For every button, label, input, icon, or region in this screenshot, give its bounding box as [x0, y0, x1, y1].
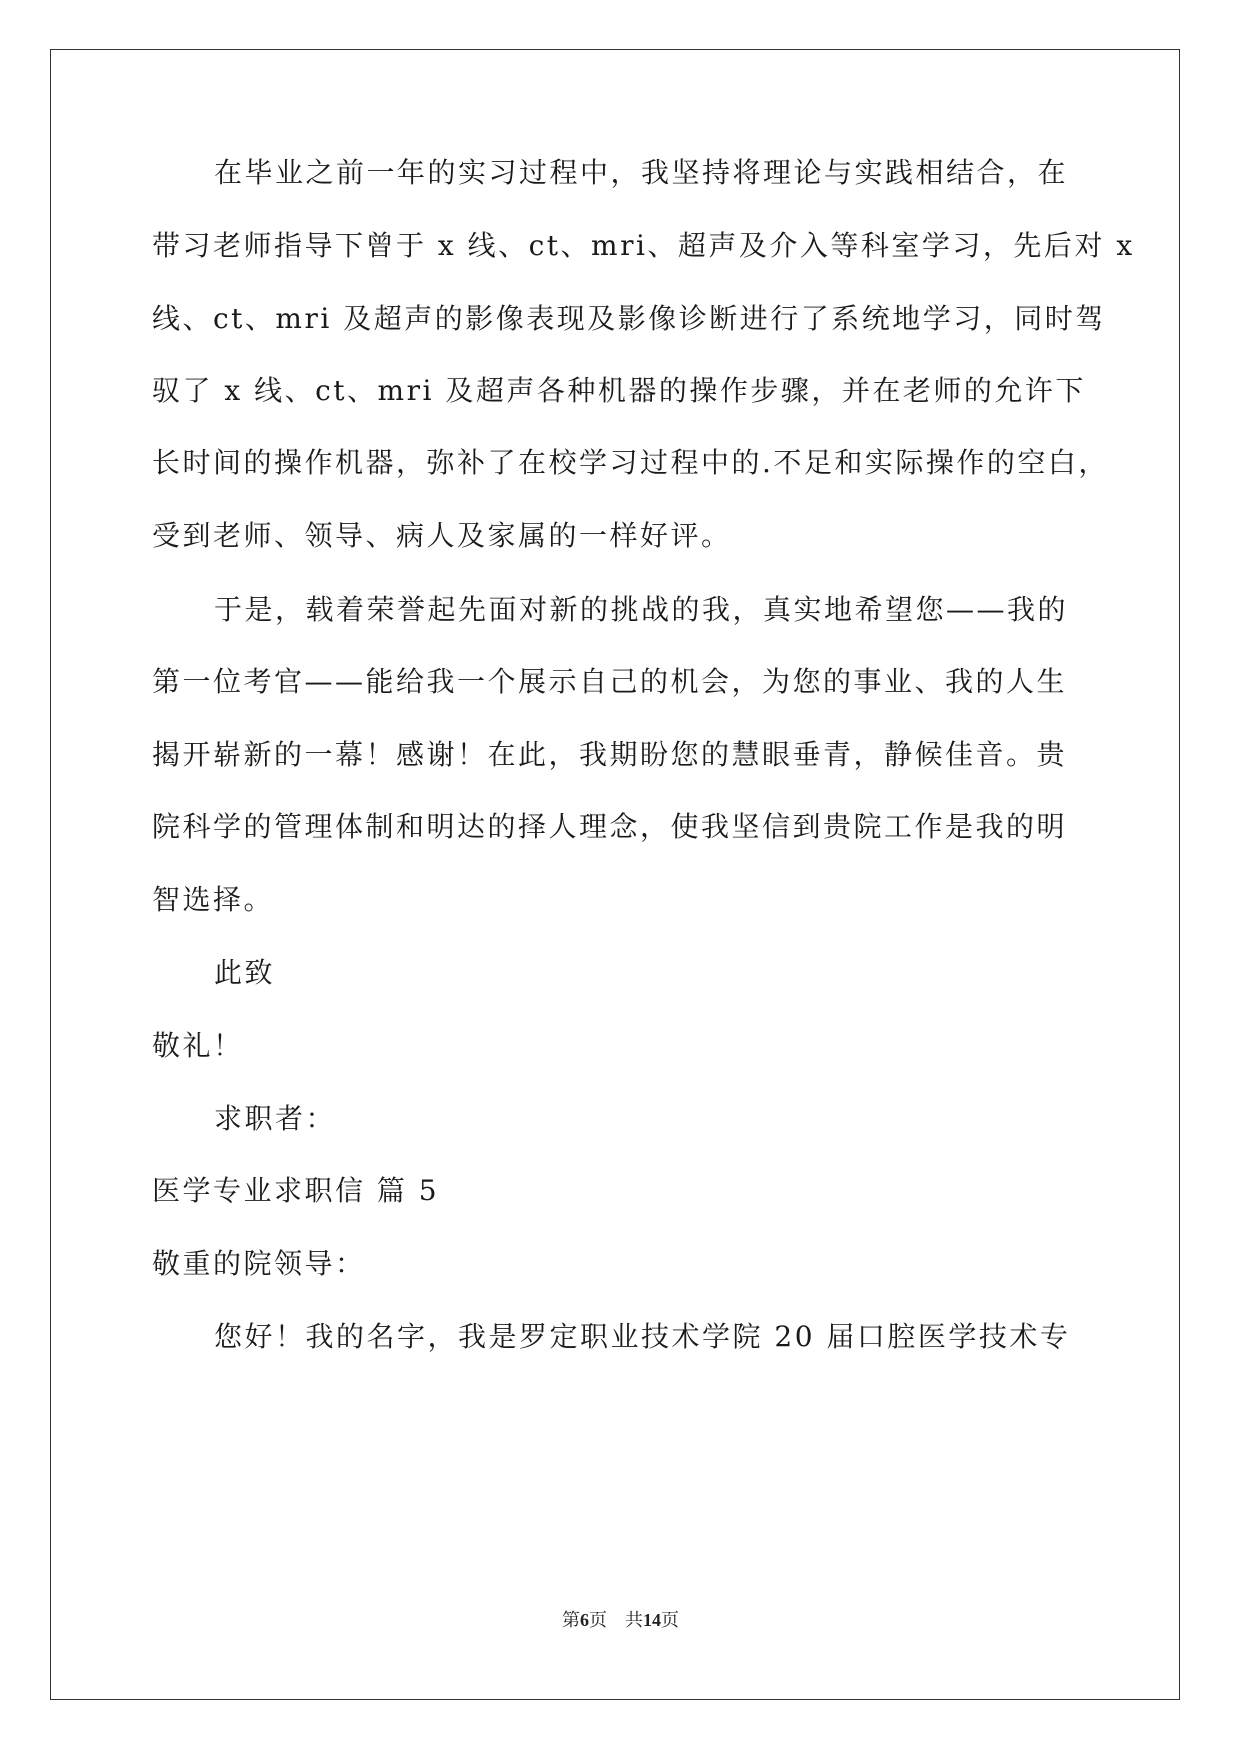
paragraph-1-line-4: 驭了 x 线、ct、mri 及超声各种机器的操作步骤，并在老师的允许下	[152, 374, 1086, 407]
paragraph-2-line-2: 第一位考官——能给我一个展示自己的机会，为您的事业、我的人生	[152, 665, 1068, 698]
page-suffix: 页	[589, 1610, 607, 1630]
paragraph-2-line-5: 智选择。	[152, 883, 275, 916]
page-footer	[0, 1608, 1241, 1632]
closing-salute: 敬礼！	[152, 1029, 244, 1062]
signature-label: 求职者：	[214, 1102, 337, 1135]
page-number: 6	[580, 1610, 589, 1630]
paragraph-1-line-6: 受到老师、领导、病人及家属的一样好评。	[152, 519, 732, 552]
total-suffix: 页	[661, 1610, 679, 1630]
total-pages: 14	[643, 1610, 661, 1630]
paragraph-2-line-1: 于是，载着荣誉起先面对新的挑战的我，真实地希望您——我的	[214, 593, 1069, 626]
paragraph-1-line-3: 线、ct、mri 及超声的影像表现及影像诊断进行了系统地学习，同时驾	[152, 302, 1106, 335]
salutation: 敬重的院领导：	[152, 1247, 366, 1280]
section-title: 医学专业求职信 篇 5	[152, 1174, 440, 1207]
paragraph-1-line-1: 在毕业之前一年的实习过程中，我坚持将理论与实践相结合，在	[214, 156, 1069, 189]
paragraph-1-line-2: 带习老师指导下曾于 x 线、ct、mri、超声及介入等科室学习，先后对 x	[152, 229, 1135, 262]
page-frame	[50, 49, 1180, 1700]
paragraph-2-line-3: 揭开崭新的一幕！感谢！在此，我期盼您的慧眼垂青，静候佳音。贵	[152, 738, 1068, 771]
paragraph-3-line-1: 您好！我的名字，我是罗定职业技术学院 20 届口腔医学技术专	[214, 1320, 1071, 1353]
paragraph-2-line-4: 院科学的管理体制和明达的择人理念，使我坚信到贵院工作是我的明	[152, 810, 1068, 843]
page-prefix: 第	[562, 1610, 580, 1630]
closing-phrase: 此致	[214, 956, 276, 989]
total-prefix: 共	[625, 1610, 643, 1630]
paragraph-1-line-5: 长时间的操作机器，弥补了在校学习过程中的.不足和实际操作的空白，	[152, 446, 1109, 479]
